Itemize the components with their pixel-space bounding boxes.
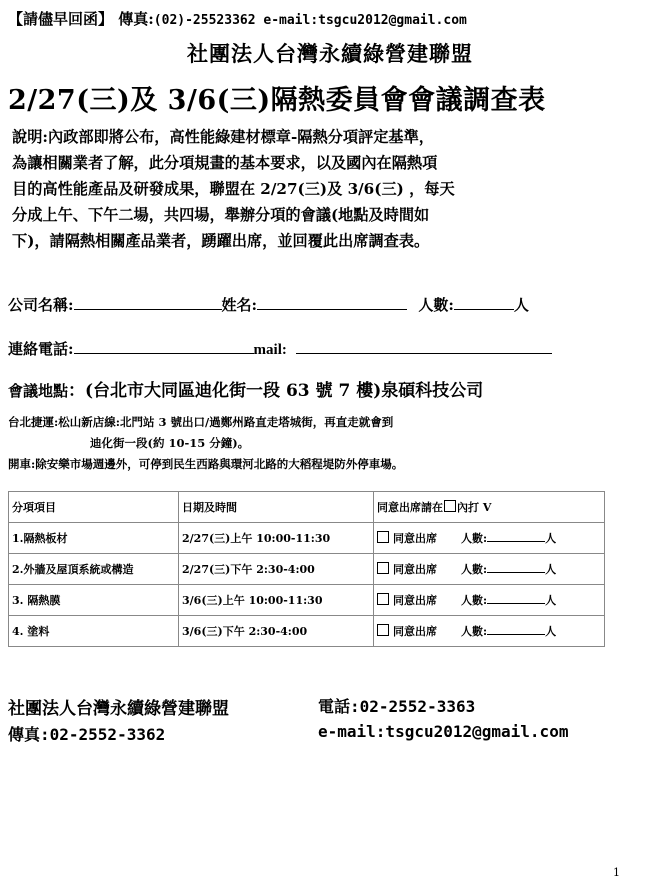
description-line: 下)，請隔熱相關產品業者，踴躍出席，並回覆此出席調查表。 <box>12 232 430 250</box>
row-item: 1.隔熱板材 <box>9 523 179 554</box>
row-count-field[interactable] <box>487 624 545 635</box>
description-line: 為讓相關業者了解，此分項規畫的基本要求，以及國內在隔熱項 <box>12 154 438 172</box>
footer-email: e-mail:tsgcu2012@gmail.com <box>318 722 569 741</box>
fax-contact: (02)-25523362 e-mail:tsgcu2012@gmail.com <box>153 13 467 28</box>
row-attend: 同意出席 人數: 人 <box>374 523 605 554</box>
attend-checkbox[interactable] <box>377 624 389 636</box>
company-field[interactable] <box>74 294 222 310</box>
row-time: 2/27(三)上午 10:00-11:30 <box>179 523 374 554</box>
header-time: 日期及時間 <box>179 492 374 523</box>
row-item: 2.外牆及屋頂系統或構造 <box>9 554 179 585</box>
row-attend: 同意出席 人數: 人 <box>374 616 605 647</box>
form-row-company <box>8 294 529 315</box>
row-item: 4. 塗料 <box>9 616 179 647</box>
description-line: 說明:內政部即將公布，高性能綠建材標章-隔熱分項評定基準， <box>12 128 434 146</box>
company-label: 公司名稱: <box>8 296 74 314</box>
description-line: 分成上午、下午二場，共四場，舉辦分項的會議(地點及時間如 <box>12 206 430 224</box>
mrt-directions: 台北捷運:松山新店線:北門站 3 號出口/過鄭州路直走塔城街，再直走就會到 <box>8 415 394 429</box>
fax-label: 傳真: <box>118 10 154 28</box>
row-time: 3/6(三)上午 10:00-11:30 <box>179 585 374 616</box>
count-unit: 人 <box>513 296 529 314</box>
venue-label: 會議地點 <box>8 382 69 400</box>
header-attend: 同意出席請在 內打 V <box>374 492 605 523</box>
attend-checkbox[interactable] <box>377 562 389 574</box>
mail-field[interactable] <box>296 338 552 354</box>
form-row-contact <box>8 338 552 359</box>
venue-value: ：(台北市大同區迪化街一段 63 號 7 樓)泉碩科技公司 <box>68 381 484 401</box>
footer-fax: 傳真:02-2552-3362 <box>8 725 166 744</box>
reply-request: 【請儘早回函】 <box>8 10 114 28</box>
table-row <box>9 616 605 647</box>
row-count-field[interactable] <box>487 531 545 542</box>
attend-checkbox[interactable] <box>377 593 389 605</box>
mrt-directions-cont: 迪化街一段(約 10-15 分鐘)。 <box>90 436 250 450</box>
header-line <box>8 8 467 29</box>
checkbox-icon <box>444 500 456 512</box>
row-time: 2/27(三)下午 2:30-4:00 <box>179 554 374 585</box>
row-count-field[interactable] <box>487 562 545 573</box>
venue <box>8 376 483 401</box>
row-attend: 同意出席 人數: 人 <box>374 554 605 585</box>
org-title: 社團法人台灣永續綠營建聯盟 <box>187 41 473 66</box>
phone-field[interactable] <box>74 338 254 354</box>
row-item: 3. 隔熱膜 <box>9 585 179 616</box>
description-line: 目的高性能產品及研發成果，聯盟在 2/27(三)及 3/6(三) ，每天 <box>12 180 455 198</box>
row-attend: 同意出席 人數: 人 <box>374 585 605 616</box>
table-row <box>9 554 605 585</box>
count-label: 人數: <box>418 296 454 314</box>
name-field[interactable] <box>257 294 407 310</box>
footer-phone: 電話:02-2552-3363 <box>318 697 476 716</box>
survey-title: 2/27(三)及 3/6(三)隔熱委員會會議調查表 <box>8 85 546 116</box>
schedule-table <box>8 491 605 647</box>
phone-label: 連絡電話: <box>8 340 74 358</box>
table-row <box>9 523 605 554</box>
row-time: 3/6(三)下午 2:30-4:00 <box>179 616 374 647</box>
name-label: 姓名: <box>221 296 258 314</box>
car-directions: 開車:除安樂市場週邊外，可停到民生西路與環河北路的大稻程堤防外停車場。 <box>8 457 404 471</box>
header-item: 分項項目 <box>9 492 179 523</box>
row-count-field[interactable] <box>487 593 545 604</box>
count-field[interactable] <box>454 294 514 310</box>
page-number: 1 <box>613 866 620 879</box>
table-row <box>9 585 605 616</box>
mail-label: mail: <box>253 342 287 358</box>
attend-checkbox[interactable] <box>377 531 389 543</box>
footer-org: 社團法人台灣永續綠營建聯盟 <box>8 699 229 719</box>
table-header-row <box>9 492 605 523</box>
